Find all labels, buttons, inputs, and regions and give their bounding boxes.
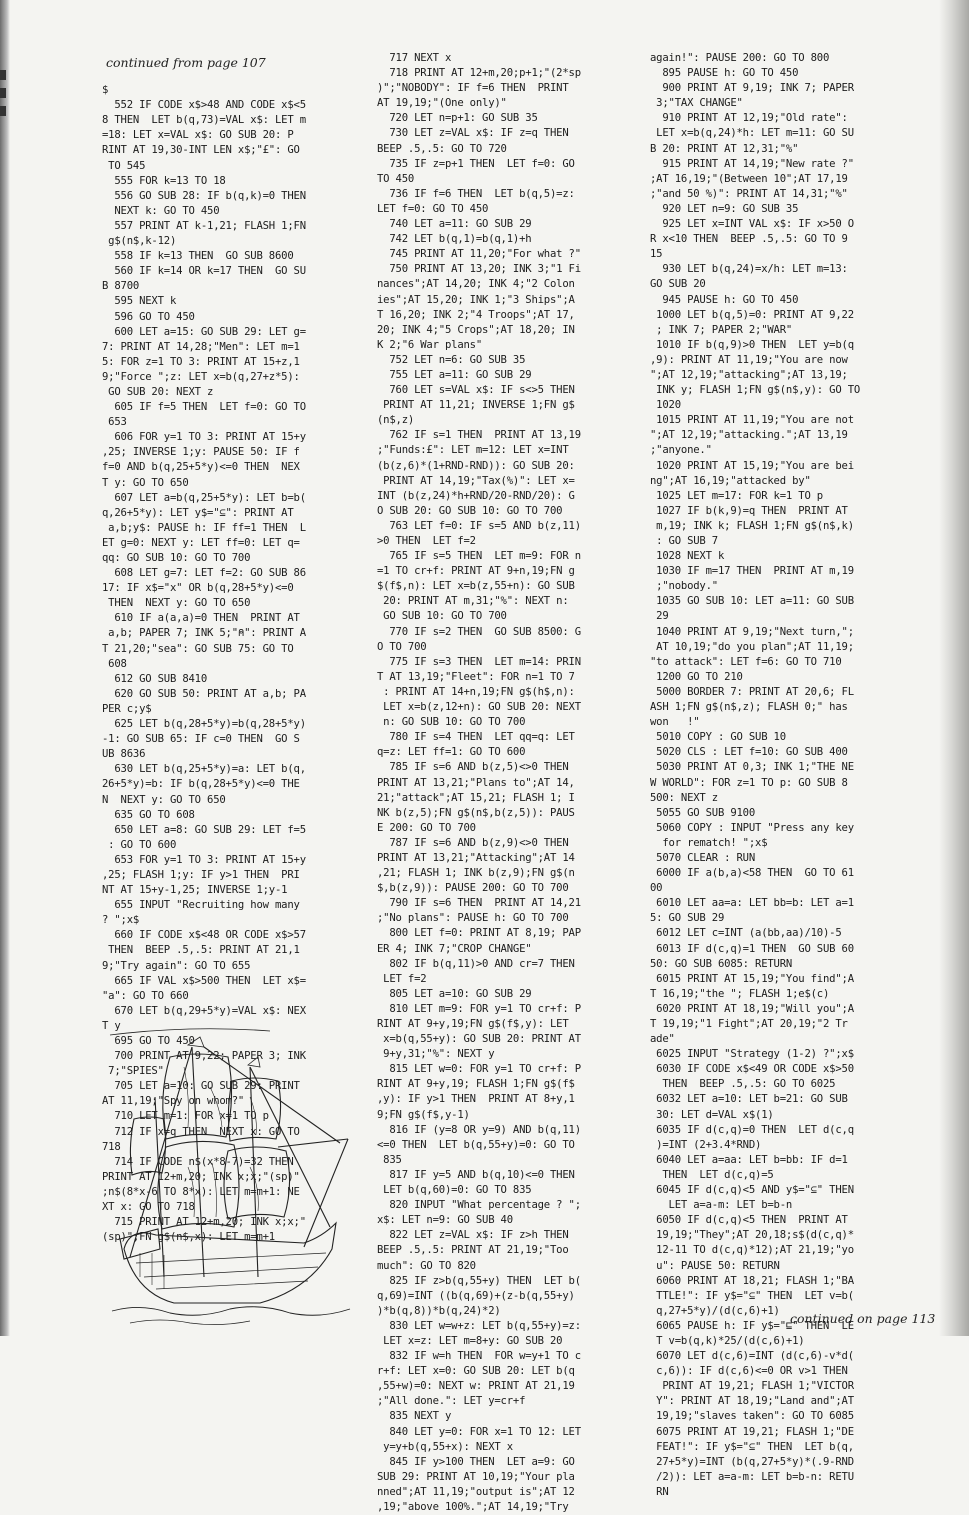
code-line: 750 PRINT AT 13,20; INK 3;"1 Fi bbox=[377, 263, 581, 276]
code-line: 700 PRINT AT 9,22; PAPER 3; INK bbox=[102, 1050, 306, 1063]
code-line: 660 IF CODE x$<48 OR CODE x$>57 bbox=[102, 929, 306, 942]
code-line: ade" bbox=[650, 1033, 675, 1046]
code-line: 670 LET b(q,29+5*y)=VAL x$: NEX bbox=[102, 1004, 306, 1017]
code-line: Y": PRINT AT 18,19;"Land and";AT bbox=[650, 1395, 854, 1408]
code-line: =1 TO cr+f: PRINT AT 9+n,19;FN g bbox=[377, 565, 575, 578]
page-right-edge bbox=[939, 0, 969, 1336]
code-line: ,9): PRINT AT 11,19;"You are now bbox=[650, 353, 848, 366]
code-line: 815 LET w=0: FOR y=1 TO cr+f: P bbox=[377, 1063, 581, 1076]
code-line: 740 LET a=11: GO SUB 29 bbox=[377, 218, 532, 231]
code-line: 800 LET f=0: PRINT AT 8,19; PAP bbox=[377, 927, 581, 940]
code-line: ies";AT 15,20; INK 1;"3 Ships";A bbox=[377, 293, 575, 306]
code-line: 5000 BORDER 7: PRINT AT 20,6; FL bbox=[650, 685, 854, 698]
code-line: ,25; FLASH 1;y: IF y>1 THEN PRI bbox=[102, 868, 300, 881]
code-line: x$: LET n=9: GO SUB 40 bbox=[377, 1214, 513, 1227]
code-line: <=0 THEN LET b(q,55+y)=0: GO TO bbox=[377, 1138, 575, 1151]
code-line: 5030 PRINT AT 0,3; INK 1;"THE NE bbox=[650, 761, 854, 774]
code-line: TTLE!": IF y$="⊆" THEN LET v=b( bbox=[650, 1289, 854, 1302]
code-line: LET x=z: LET m=8+y: GO SUB 20 bbox=[377, 1334, 563, 1347]
code-line: ";AT 12,19;"attacking.";AT 13,19 bbox=[650, 429, 848, 442]
code-line: 775 IF s=3 THEN LET m=14: PRIN bbox=[377, 655, 581, 668]
code-line: 910 PRINT AT 12,19;"Old rate": bbox=[650, 112, 848, 125]
code-line: 620 GO SUB 50: PRINT AT a,b; PA bbox=[102, 687, 306, 700]
code-line: )";"NOBODY": IF f=6 THEN PRINT bbox=[377, 82, 569, 95]
code-line: 30: LET d=VAL x$(1) bbox=[650, 1108, 774, 1121]
code-line: 15 bbox=[650, 248, 663, 261]
code-line: 717 NEXT x bbox=[377, 52, 452, 64]
code-line: 653 FOR y=1 TO 3: PRINT AT 15+y bbox=[102, 853, 306, 866]
code-line: c,6)): IF d(c,6)<=0 OR v>1 THEN bbox=[650, 1365, 848, 1378]
code-line: 925 LET x=INT VAL x$: IF x>50 O bbox=[650, 218, 854, 231]
code-line: TO 545 bbox=[102, 159, 146, 172]
code-line: 817 IF y=5 AND b(q,10)<=0 THEN bbox=[377, 1168, 575, 1181]
code-line: 835 bbox=[377, 1153, 402, 1166]
code-line: ,55+w)=0: NEXT w: PRINT AT 21,19 bbox=[377, 1380, 575, 1393]
code-line: THEN BEEP .5,.5: GO TO 6025 bbox=[650, 1078, 836, 1091]
code-line: 830 LET w=w+z: LET b(q,55+y)=z: bbox=[377, 1319, 581, 1332]
code-line: much": GO TO 820 bbox=[377, 1259, 476, 1272]
code-line: 1028 NEXT k bbox=[650, 550, 725, 563]
code-line: 6040 LET a=aa: LET b=bb: IF d=1 bbox=[650, 1153, 848, 1166]
code-line: $(f$,n): LET x=b(z,55+n): GO SUB bbox=[377, 580, 575, 593]
code-line: T 19,19;"1 Fight";AT 20,19;"2 Tr bbox=[650, 1018, 848, 1030]
code-line: T y: GO TO 650 bbox=[102, 476, 189, 489]
code-line: 735 IF z=p+1 THEN LET f=0: GO bbox=[377, 157, 575, 170]
code-line: nned";AT 11,19;"output is";AT 12 bbox=[377, 1485, 575, 1498]
code-line: )*b(q,8))*b(q,24)*2) bbox=[377, 1304, 501, 1317]
code-line: PRINT AT 14,19;"Tax(%)": LET x= bbox=[377, 474, 575, 487]
code-line: 780 IF s=4 THEN LET qq=q: LET bbox=[377, 731, 575, 744]
code-line: LET f=0: GO TO 450 bbox=[377, 202, 489, 215]
code-line: 1200 GO TO 210 bbox=[650, 670, 743, 683]
code-line: NT AT 15+y-1,25; INVERSE 1;y-1 bbox=[102, 884, 288, 897]
code-line: 00 bbox=[650, 882, 663, 895]
code-line: 7;"SPIES" bbox=[102, 1065, 164, 1078]
code-line: 608 LET g=7: LET f=2: GO SUB 86 bbox=[102, 567, 306, 580]
code-line: 895 PAUSE h: GO TO 450 bbox=[650, 67, 799, 80]
code-line: 760 LET s=VAL x$: IF s<>5 THEN bbox=[377, 384, 575, 397]
code-line: 718 PRINT AT 12+m,20;p+1;"(2*sp bbox=[377, 67, 581, 80]
code-line: a,b; PAPER 7; INK 5;"⍝": PRINT A bbox=[102, 627, 306, 640]
code-line: LET a=a-m: LET b=b-n bbox=[650, 1199, 793, 1212]
code-line: 6065 PAUSE h: IF y$="⊑" THEN LE bbox=[650, 1319, 854, 1332]
code-line: 612 GO SUB 8410 bbox=[102, 672, 208, 685]
code-line: 600 LET a=15: GO SUB 29: LET g= bbox=[102, 325, 306, 338]
code-line: 9;"Force ";z: LET x=b(q,27+z*5): bbox=[102, 370, 300, 383]
code-line: q,27+5*y)/(d(c,6)+1) bbox=[650, 1304, 780, 1317]
code-line: BEEP .5,.5: GO TO 720 bbox=[377, 142, 507, 155]
code-line: 945 PAUSE h: GO TO 450 bbox=[650, 293, 799, 306]
code-line: 822 LET z=VAL x$: IF z>h THEN bbox=[377, 1229, 569, 1242]
code-line: 610 IF a(a,a)=0 THEN PRINT AT bbox=[102, 612, 300, 625]
code-line: LET x=b(z,12+n): GO SUB 20: NEXT bbox=[377, 701, 581, 714]
code-line: 595 NEXT k bbox=[102, 295, 177, 308]
code-line: u": PAUSE 50: RETURN bbox=[650, 1259, 780, 1272]
code-line: 840 LET y=0: FOR x=1 TO 12: LET bbox=[377, 1425, 581, 1438]
code-line: 832 IF w=h THEN FOR w=y+1 TO c bbox=[377, 1350, 581, 1363]
code-line: 752 LET n=6: GO SUB 35 bbox=[377, 353, 526, 366]
code-line: ;AT 16,19;"(Between 10";AT 17,19 bbox=[650, 172, 848, 185]
code-line: O SUB 20: GO SUB 10: GO TO 700 bbox=[377, 504, 563, 517]
code-line: 26+5*y)=b: IF b(q,28+5*y)<=0 THE bbox=[102, 778, 300, 791]
code-line: INT (b(z,24)*h+RND/20-RND/20): G bbox=[377, 489, 575, 502]
code-line: 1020 bbox=[650, 399, 681, 412]
code-line: 715 PRINT AT 12+m,20; INK x;x;" bbox=[102, 1216, 306, 1229]
code-line: 810 LET m=9: FOR y=1 TO cr+f: P bbox=[377, 1002, 581, 1015]
code-line: N NEXT y: GO TO 650 bbox=[102, 793, 226, 806]
code-line: 552 IF CODE x$>48 AND CODE x$<5 bbox=[102, 99, 306, 112]
code-line: 1010 IF b(q,9)>0 THEN LET y=b(q bbox=[650, 338, 854, 351]
code-line: 6030 IF CODE x$<49 OR CODE x$>50 bbox=[650, 1063, 854, 1076]
code-line: 920 LET n=9: GO SUB 35 bbox=[650, 202, 799, 215]
code-line: ;"No plans": PAUSE h: GO TO 700 bbox=[377, 912, 569, 925]
code-line: AT 11,19;"Spy on whom?" bbox=[102, 1095, 245, 1108]
code-line: 19,19;"slaves taken": GO TO 6085 bbox=[650, 1410, 854, 1423]
code-line: AT 10,19;"do you plan";AT 11,19; bbox=[650, 640, 854, 653]
code-line: THEN NEXT y: GO TO 650 bbox=[102, 597, 251, 610]
code-line: nances";AT 14,20; INK 4;"2 Colon bbox=[377, 278, 575, 291]
code-line: (b(z,6)*(1+RND-RND)): GO SUB 20: bbox=[377, 459, 575, 472]
code-line: 6015 PRINT AT 15,19;"You find";A bbox=[650, 972, 854, 985]
code-line: 6020 PRINT AT 18,19;"Will you";A bbox=[650, 1002, 854, 1015]
code-line: 5070 CLEAR : RUN bbox=[650, 851, 756, 864]
code-line: THEN BEEP .5,.5: PRINT AT 21,1 bbox=[102, 944, 300, 957]
code-line: 6025 INPUT "Strategy (1-2) ?";x$ bbox=[650, 1048, 854, 1061]
code-line: >0 THEN LET f=2 bbox=[377, 535, 476, 547]
code-line: 845 IF y>100 THEN LET a=9: GO bbox=[377, 1455, 575, 1468]
code-line: ; INK 7; PAPER 2;"WAR" bbox=[650, 323, 793, 336]
code-line: PRINT AT 12+m,20; INK x;x;"(sp)" bbox=[102, 1170, 300, 1183]
code-line: 1040 PRINT AT 9,19;"Next turn,"; bbox=[650, 625, 854, 638]
code-line: GO SUB 20 bbox=[650, 278, 706, 291]
code-line: 9;FN g$(f$,y-1) bbox=[377, 1108, 470, 1121]
listing-column-2 bbox=[377, 51, 581, 1515]
code-line: ET g=0: NEXT y: LET ff=0: LET q= bbox=[102, 536, 300, 549]
code-line: a,b;y$: PAUSE h: IF ff=1 THEN L bbox=[102, 521, 306, 534]
code-line: 825 IF z>b(q,55+y) THEN LET b( bbox=[377, 1274, 581, 1287]
code-line: 5010 COPY : GO SUB 10 bbox=[650, 731, 786, 744]
code-line: 1030 IF m=17 THEN PRINT AT m,19 bbox=[650, 565, 854, 578]
code-line: ,y): IF y>1 THEN PRINT AT 8+y,1 bbox=[377, 1093, 575, 1106]
code-line: 6012 LET c=INT (a(bb,aa)/10)-5 bbox=[650, 927, 842, 940]
code-line: 787 IF s=6 AND b(z,9)<>0 THEN bbox=[377, 836, 569, 849]
code-line: 625 LET b(q,28+5*y)=b(q,28+5*y) bbox=[102, 718, 306, 731]
code-line: LET f=2 bbox=[377, 972, 427, 985]
code-line: 29 bbox=[650, 610, 669, 623]
code-line: 21;"attack";AT 15,21; FLASH 1; I bbox=[377, 791, 575, 804]
code-line: qq: GO SUB 10: GO TO 700 bbox=[102, 552, 251, 564]
code-line: 12-11 TO d(c,q)*12);AT 21,19;"yo bbox=[650, 1244, 854, 1257]
code-line: 20; INK 4;"5 Crops";AT 18,20; IN bbox=[377, 323, 575, 336]
code-line: UB 8636 bbox=[102, 748, 146, 761]
code-line: T 21,20;"sea": GO SUB 75: GO TO bbox=[102, 642, 294, 655]
code-line: PRINT AT 13,21;"Plans to";AT 14, bbox=[377, 776, 575, 789]
code-line: -1: GO SUB 65: IF c=0 THEN GO S bbox=[102, 733, 300, 746]
code-line: 802 IF b(q,11)>0 AND cr=7 THEN bbox=[377, 957, 575, 970]
code-line: 558 IF k=13 THEN GO SUB 8600 bbox=[102, 250, 294, 263]
continued-on-note: continued on page 113 bbox=[790, 1311, 936, 1326]
code-line: 762 IF s=1 THEN PRINT AT 13,19 bbox=[377, 429, 581, 442]
code-line: 930 LET b(q,24)=x/h: LET m=13: bbox=[650, 263, 848, 276]
code-line: 820 INPUT "What percentage ? "; bbox=[377, 1199, 581, 1212]
code-line: GO SUB 20: NEXT z bbox=[102, 385, 214, 398]
code-line: 742 LET b(q,1)=b(q,1)+h bbox=[377, 233, 532, 246]
code-line: ng";AT 16,19;"attacked by" bbox=[650, 474, 811, 487]
code-line: $,b(z,9)): PAUSE 200: GO TO 700 bbox=[377, 882, 569, 895]
code-line: 1015 PRINT AT 11,19;"You are not bbox=[650, 414, 854, 427]
code-line: for rematch! ";x$ bbox=[650, 836, 768, 849]
code-line: 765 IF s=5 THEN LET m=9: FOR n bbox=[377, 550, 581, 563]
code-line: 630 LET b(q,25+5*y)=a: LET b(q, bbox=[102, 763, 306, 776]
code-line: ,25; INVERSE 1;y: PAUSE 50: IF f bbox=[102, 446, 300, 459]
code-line: T 16,20; INK 2;"4 Troops";AT 17, bbox=[377, 308, 575, 321]
code-line: SUB 29: PRINT AT 10,19;"Your pla bbox=[377, 1470, 575, 1483]
code-line: ;"and 50 %)": PRINT AT 14,31;"%" bbox=[650, 187, 848, 200]
code-line: 9+y,31;"%": NEXT y bbox=[377, 1048, 495, 1061]
code-line: 5: GO SUB 29 bbox=[650, 912, 725, 925]
code-line: RN bbox=[650, 1485, 669, 1498]
code-line: T v=b(q,k)*25/(d(c,6)+1) bbox=[650, 1334, 805, 1347]
code-line: XT x: GO TO 718 bbox=[102, 1201, 195, 1214]
code-line: ;"All done.": LET y=cr+f bbox=[377, 1395, 526, 1408]
code-line: 718 bbox=[102, 1140, 121, 1153]
code-line: RINT AT 9+y,19;FN g$(f$,y): LET bbox=[377, 1018, 569, 1030]
code-line: 8 THEN LET b(q,73)=VAL x$: LET m bbox=[102, 114, 306, 127]
code-line: y=y+b(q,55+x): NEXT x bbox=[377, 1440, 513, 1453]
code-line: 20: PRINT AT m,31;"%": NEXT n: bbox=[377, 595, 569, 608]
code-line: 3;"TAX CHANGE" bbox=[650, 97, 743, 110]
code-line: 653 bbox=[102, 416, 127, 429]
code-line: THEN LET d(c,q)=5 bbox=[650, 1168, 774, 1181]
code-line: /2)): LET a=a-m: LET b=b-n: RETU bbox=[650, 1470, 854, 1483]
code-line: 607 LET a=b(q,25+5*y): LET b=b( bbox=[102, 491, 306, 504]
continued-from-note: continued from page 107 bbox=[106, 55, 266, 70]
code-line: O TO 700 bbox=[377, 640, 427, 653]
code-line: 19,19;"They";AT 20,18;s$(d(c,q)* bbox=[650, 1229, 854, 1242]
code-line: 560 IF k=14 OR k=17 THEN GO SU bbox=[102, 265, 306, 278]
code-line: GO SUB 10: GO TO 700 bbox=[377, 610, 507, 623]
code-line: B 8700 bbox=[102, 280, 140, 293]
code-line: (n$,z) bbox=[377, 414, 415, 427]
code-line: "to attack": LET f=6: GO TO 710 bbox=[650, 655, 842, 668]
code-line: 763 LET f=0: IF s=5 AND b(z,11) bbox=[377, 519, 581, 532]
code-line: 770 IF s=2 THEN GO SUB 8500: G bbox=[377, 625, 581, 638]
code-line: 50: GO SUB 6085: RETURN bbox=[650, 957, 793, 970]
code-line: 745 PRINT AT 11,20;"For what ?" bbox=[377, 248, 581, 261]
code-line: 17: IF x$="x" OR b(q,28+5*y)<=0 bbox=[102, 582, 294, 595]
code-line: 596 GO TO 450 bbox=[102, 310, 195, 323]
code-line: B 20: PRINT AT 12,31;"%" bbox=[650, 142, 799, 155]
code-line: x=b(q,55+y): GO SUB 20: PRINT AT bbox=[377, 1033, 581, 1046]
code-line: $ bbox=[102, 84, 109, 97]
code-line: NK b(z,5);FN g$(n$,b(z,5)): PAUS bbox=[377, 806, 575, 819]
code-line: 1020 PRINT AT 15,19;"You are bei bbox=[650, 459, 854, 472]
code-line: 705 LET a=10: GO SUB 29: PRINT bbox=[102, 1080, 300, 1093]
code-line: 650 LET a=8: GO SUB 29: LET f=5 bbox=[102, 823, 306, 836]
code-line: T AT 13,19;"Fleet": FOR n=1 TO 7 bbox=[377, 670, 575, 683]
code-line: 5060 COPY : INPUT "Press any key bbox=[650, 821, 854, 834]
code-line: q,26+5*y): LET y$="⊆": PRINT AT bbox=[102, 506, 294, 519]
code-line: 915 PRINT AT 14,19;"New rate ?" bbox=[650, 157, 854, 170]
code-line: 665 IF VAL x$>500 THEN LET x$= bbox=[102, 974, 306, 987]
code-line: RINT AT 9+y,19; FLASH 1;FN g$(f$ bbox=[377, 1078, 575, 1091]
code-line: ,19;"above 100%.";AT 14,19;"Try bbox=[377, 1501, 569, 1513]
code-line: : PRINT AT 14+n,19;FN g$(h$,n): bbox=[377, 685, 575, 698]
code-line: ;"nobody." bbox=[650, 580, 718, 593]
code-line: 6035 IF d(c,q)=0 THEN LET d(c,q bbox=[650, 1123, 854, 1136]
code-line: PRINT AT 11,21; INVERSE 1;FN g$ bbox=[377, 399, 575, 412]
code-line: =18: LET x=VAL x$: GO SUB 20: P bbox=[102, 129, 294, 142]
code-line: 556 GO SUB 28: IF b(q,k)=0 THEN bbox=[102, 189, 306, 202]
code-line: q=z: LET ff=1: GO TO 600 bbox=[377, 746, 526, 759]
code-line: 606 FOR y=1 TO 3: PRINT AT 15+y bbox=[102, 431, 306, 444]
code-line: RINT AT 19,30-INT LEN x$;"£": GO bbox=[102, 144, 300, 157]
code-line: again!": PAUSE 200: GO TO 800 bbox=[650, 52, 830, 64]
code-line: 710 LET m=1: FOR x=1 TO p bbox=[102, 1110, 269, 1123]
code-line: 6013 IF d(c,q)=1 THEN GO SUB 60 bbox=[650, 942, 854, 955]
code-line: PRINT AT 19,21; FLASH 1;"VICTOR bbox=[650, 1380, 854, 1393]
code-line: 555 FOR k=13 TO 18 bbox=[102, 174, 226, 187]
code-line: PER c;y$ bbox=[102, 702, 152, 715]
code-line: 635 GO TO 608 bbox=[102, 808, 195, 821]
code-line: q,69)=INT ((b(q,69)+(z-b(q,55+y) bbox=[377, 1289, 575, 1302]
code-line: won !" bbox=[650, 716, 700, 729]
code-line: TO 450 bbox=[377, 172, 415, 185]
code-line: 805 LET a=10: GO SUB 29 bbox=[377, 987, 532, 1000]
code-line: g$(n$,k-12) bbox=[102, 235, 177, 248]
code-line: 6060 PRINT AT 18,21; FLASH 1;"BA bbox=[650, 1274, 854, 1287]
code-line: 6070 LET d(c,6)=INT (d(c,6)-v*d( bbox=[650, 1350, 854, 1363]
code-line: (sp)";FN g$(n$,x): LET m=m+1 bbox=[102, 1231, 275, 1244]
code-line: 900 PRINT AT 9,19; INK 7; PAPER bbox=[650, 82, 854, 95]
code-line: n: GO SUB 10: GO TO 700 bbox=[377, 716, 526, 729]
code-line: 605 IF f=5 THEN LET f=0: GO TO bbox=[102, 401, 306, 414]
code-line bbox=[102, 68, 306, 83]
code-line: 720 LET n=p+1: GO SUB 35 bbox=[377, 112, 538, 125]
code-line: 5: FOR z=1 TO 3: PRINT AT 15+z,1 bbox=[102, 355, 300, 368]
code-line: 736 IF f=6 THEN LET b(q,5)=z: bbox=[377, 187, 575, 200]
code-line: 655 INPUT "Recruiting how many bbox=[102, 899, 300, 912]
code-line: 1035 GO SUB 10: LET a=11: GO SUB bbox=[650, 595, 854, 608]
code-line: "a": GO TO 660 bbox=[102, 989, 189, 1002]
code-line: 1000 LET b(q,5)=0: PRINT AT 9,22 bbox=[650, 308, 854, 321]
code-line: 6000 IF a(b,a)<58 THEN GO TO 61 bbox=[650, 867, 854, 880]
code-line: ER 4; INK 7;"CROP CHANGE" bbox=[377, 942, 532, 955]
code-line: f=0 AND b(q,25+5*y)<=0 THEN NEX bbox=[102, 461, 300, 474]
code-line: AT 19,19;"(One only)" bbox=[377, 97, 507, 110]
code-line: 6050 IF d(c,q)<5 THEN PRINT AT bbox=[650, 1214, 848, 1227]
code-line: 500: NEXT z bbox=[650, 791, 718, 804]
binding-notch bbox=[0, 88, 6, 98]
code-line: LET x=b(q,24)*h: LET m=11: GO SU bbox=[650, 127, 854, 140]
code-line: 6032 LET a=10: LET b=21: GO SUB bbox=[650, 1093, 848, 1106]
code-line: LET b(q,60)=0: GO TO 835 bbox=[377, 1184, 532, 1197]
code-line: 27+5*y)=INT (b(q,27+5*y)*(.9-RND bbox=[650, 1455, 854, 1468]
code-line: 6010 LET aa=a: LET bb=b: LET a=1 bbox=[650, 897, 854, 910]
code-line: 785 IF s=6 AND b(z,5)<>0 THEN bbox=[377, 761, 569, 774]
code-line: 790 IF s=6 THEN PRINT AT 14,21 bbox=[377, 897, 581, 910]
code-line: ? ";x$ bbox=[102, 914, 140, 927]
code-line: 755 LET a=11: GO SUB 29 bbox=[377, 368, 532, 381]
code-line: BEEP .5,.5: PRINT AT 21,19;"Too bbox=[377, 1244, 569, 1257]
code-line: 6075 PRINT AT 19,21; FLASH 1;"DE bbox=[650, 1425, 854, 1438]
code-line: m,19; INK k; FLASH 1;FN g$(n$,k) bbox=[650, 519, 854, 532]
binding-notch bbox=[0, 106, 6, 116]
code-line: 7: PRINT AT 14,28;"Men": LET m=1 bbox=[102, 340, 300, 353]
code-line: 6045 IF d(c,q)<5 AND y$="⊆" THEN bbox=[650, 1184, 854, 1197]
code-line: 695 GO TO 450 bbox=[102, 1035, 195, 1047]
galleon-illustration bbox=[100, 1027, 366, 1331]
code-line: 1025 LET m=17: FOR k=1 TO p bbox=[650, 489, 823, 502]
code-line: R x<10 THEN BEEP .5,.5: GO TO 9 bbox=[650, 233, 848, 246]
code-line: : GO SUB 7 bbox=[650, 535, 718, 547]
code-line: 5020 CLS : LET f=10: GO SUB 400 bbox=[650, 746, 848, 759]
code-line: T 16,19;"the "; FLASH 1;e$(c) bbox=[650, 987, 830, 1000]
code-line: FEAT!": IF y$="⊆" THEN LET b(q, bbox=[650, 1440, 854, 1453]
code-line: ;"anyone." bbox=[650, 444, 712, 457]
code-line: 816 IF (y=8 OR y=9) AND b(q,11) bbox=[377, 1123, 581, 1136]
code-line: 5055 GO SUB 9100 bbox=[650, 806, 756, 819]
code-line: 714 IF CODE n$(x*8-7)=32 THEN bbox=[102, 1155, 294, 1168]
code-line: : GO TO 600 bbox=[102, 838, 177, 851]
code-line: 608 bbox=[102, 657, 127, 670]
code-line: E 200: GO TO 700 bbox=[377, 821, 476, 834]
code-line: T y bbox=[102, 1019, 121, 1032]
code-line: ;"Funds:£": LET m=12: LET x=INT bbox=[377, 444, 569, 457]
code-line: ASH 1;FN g$(n$,z); FLASH 0;" has bbox=[650, 701, 848, 714]
code-line: 712 IF x=q THEN NEXT x: GO TO bbox=[102, 1125, 300, 1138]
code-line: 730 LET z=VAL x$: IF z=q THEN bbox=[377, 127, 569, 140]
code-line: 557 PRINT AT k-1,21; FLASH 1;FN bbox=[102, 219, 306, 232]
code-line: 9;"Try again": GO TO 655 bbox=[102, 959, 251, 972]
code-line: 1027 IF b(k,9)=q THEN PRINT AT bbox=[650, 504, 848, 517]
code-line: INK y; FLASH 1;FN g$(n$,y): GO TO bbox=[650, 384, 861, 397]
code-line: r+f: LET x=0: GO SUB 20: LET b(q bbox=[377, 1365, 575, 1378]
listing-column-3 bbox=[650, 51, 860, 1500]
code-line: NEXT k: GO TO 450 bbox=[102, 204, 220, 217]
code-line: PRINT AT 13,21;"Attacking";AT 14 bbox=[377, 851, 575, 864]
code-line: 835 NEXT y bbox=[377, 1410, 452, 1423]
code-line: W WORLD": FOR z=1 TO p: GO SUB 8 bbox=[650, 776, 848, 789]
binding-notch bbox=[0, 70, 6, 80]
code-line: ";AT 12,19;"attacking";AT 13,19; bbox=[650, 368, 848, 381]
code-line: ,21; FLASH 1; INK b(z,9);FN g$(n bbox=[377, 867, 575, 880]
code-line: )=INT (2+3.4*RND) bbox=[650, 1138, 762, 1151]
code-line: K 2;"6 War plans" bbox=[377, 338, 483, 351]
code-line: ;n$(8*x-6 TO 8*x): LET m=m+1: NE bbox=[102, 1185, 300, 1198]
page-binding-edge bbox=[0, 0, 10, 1336]
